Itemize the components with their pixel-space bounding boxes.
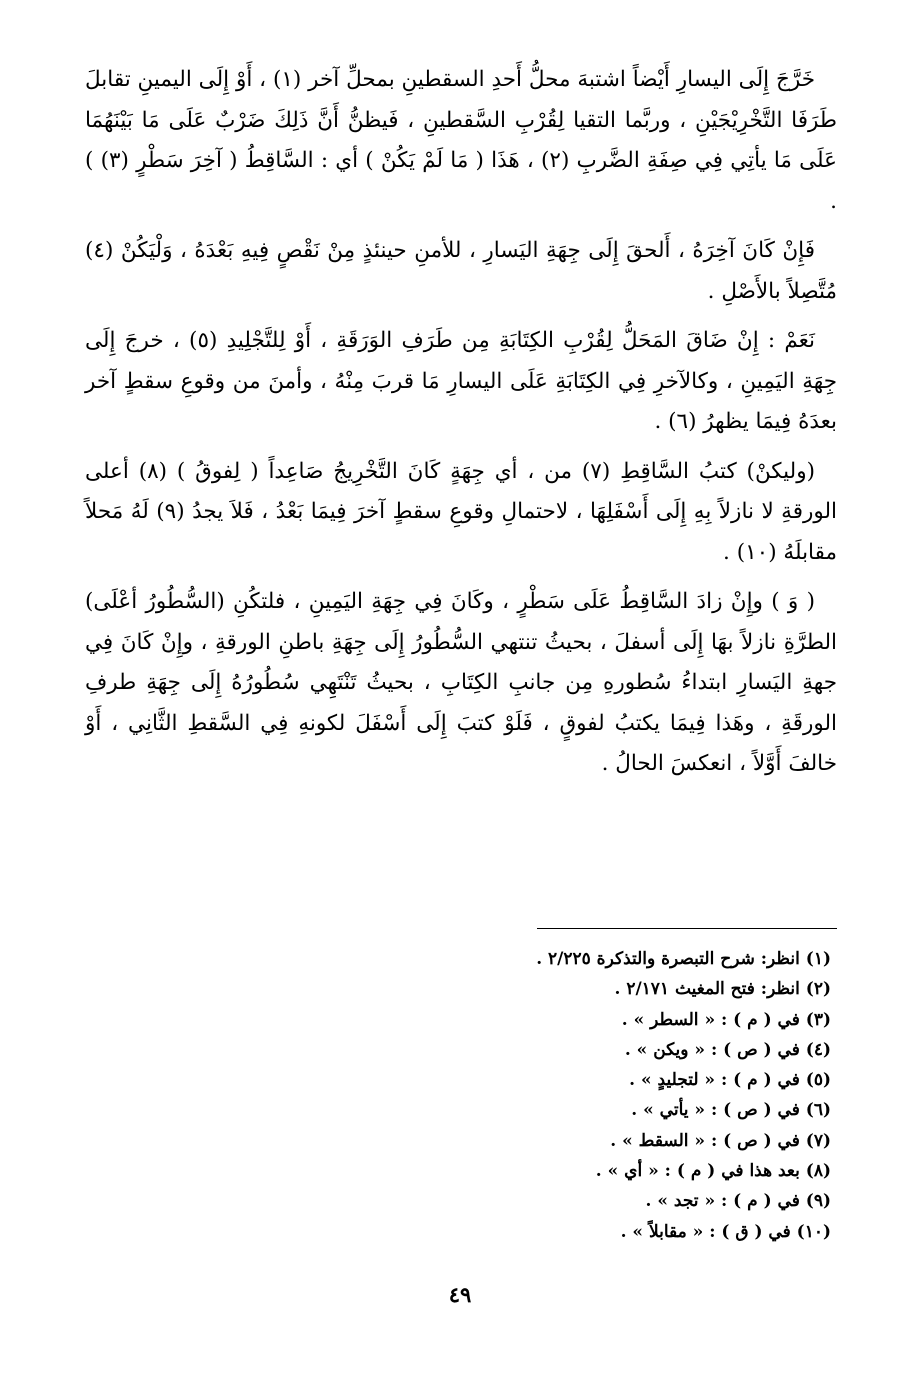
- footnote-text: في ( ص ) : « ويكن » .: [624, 1039, 800, 1060]
- footnote-text: انظر: شرح التبصرة والتذكرة ٢/٢٢٥ .: [536, 949, 800, 969]
- footnote-item: [85, 1217, 837, 1247]
- paragraph: (وليكنْ) كتبُ السَّاقِطِ (٧) من ، أي جِهَةٍ كَانَ التَّخْرِيجُ صَاعِداً ( لِفوقُ ) (٨) أعلى الورقةِ لا نازلاً بِهِ إِلَى أَسْفَلِهَا ، لاحتمالِ وقوعِ سقطٍ آخرَ فِيمَا بَعْدُ ، فَلاَ يجدُ (٩) لَهُ مَحلاً مقابلَهُ (١٠) .: [85, 458, 837, 565]
- footnote-number: (٥): [805, 1070, 831, 1091]
- paragraph: ( وَ ) وإِنْ زادَ السَّاقِطُ عَلَى سَطْرٍ ، وكَانَ فِي جِهَةِ اليَمِينِ ، فلتكُنِ (السُّطُورُ أعْلَى) الطرَّةِ نازلاً بهَا إِلَى أسفلَ ، بحيثُ تنتهي السُّطُورُ إِلَى جِهَةِ باطنِ الورقةِ ، وإِنْ كَانَ فِي جهةِ اليَسارِ ابتداءُ سُطورهِ مِن جانبِ الكِتَابِ ، بحيثُ تَنْتَهِي سُطُورُهُ إِلَى جِهَةِ طرفِ الورقَةِ ، وهَذا فِيمَا يكتبُ لفوقٍ ، فَلَوْ كتبَ إِلَى أَسْفَلَ لكونهِ فِي السَّقطِ الثَّانِي ، أَوْ خالفَ أَوَّلاً ، انعكسَ الحالُ .: [85, 589, 837, 776]
- footnote-item: [85, 944, 837, 974]
- footnotes: [85, 944, 837, 1247]
- paragraph: نَعَمْ : إِنْ ضَاقَ المَحَلُّ لِقُرْبِ الكِتَابَةِ مِن طَرَفِ الوَرَقَةِ ، أَوْ لِلتَّجْلِيدِ (٥) ، خرجَ إِلَى جِهَةِ اليَمِينِ ، وكالآخرِ فِي الكِتَابَةِ عَلَى اليسارِ مَا قربَ مِنْهُ ، وأمنَ من وقوعِ سقطٍ آخر بعدَهُ فِيمَا يظهرُ (٦) .: [85, 328, 837, 434]
- footnote-item: [85, 1005, 837, 1035]
- footnote-number: (١): [805, 949, 831, 969]
- footnote-item: [85, 1156, 837, 1186]
- footnote-number: (٢): [805, 979, 831, 1000]
- page-number: ٤٩: [448, 1282, 472, 1307]
- footnote-number: (٣): [805, 1009, 831, 1030]
- paragraph: فَإِنْ كَانَ آخِرَهُ ، أَلحقَ إِلَى جِهَةِ اليَسارِ ، للأمنِ حينئذٍ مِنْ نَقْصٍ فِيهِ بَعْدَهُ ، وَلْيَكُنْ (٤) مُتَّصِلاً بالأَصْلِ .: [85, 238, 837, 304]
- footnote-number: (٤): [805, 1039, 831, 1060]
- footnote-item: [85, 1095, 837, 1125]
- footnote-item: [85, 974, 837, 1004]
- footnote-separator: [537, 928, 837, 929]
- footnote-number: (٩): [805, 1191, 831, 1212]
- paragraph: خَرَّجَ إِلَى اليسارِ أَيْضاً اشتبهَ محلُّ أَحدِ السقطينِ بمحلِّ آخر (١) ، أَوْ إِلَى اليمينِ تقابلَ طَرَفَا التَّخْرِيْجَيْنِ ، وربَّما التقيا لِقُرْبِ السَّقطينِ ، فَيظنُّ أَنَّ ذَلِكَ ضَرْبٌ عَلَى مَا بَيْنَهُمَا عَلَى مَا يأتِي فِي صِفَةِ الضَّربِ (٢) ، هَذَا ( مَا لَمْ يَكُنْ ) أي : السَّاقِطُ ( آخِرَ سَطْرٍ (٣) ) .: [85, 67, 837, 214]
- footnote-number: (٨): [805, 1161, 831, 1182]
- footnote-text: في ( م ) : « السطر » .: [621, 1009, 800, 1030]
- footnote-number: (٧): [805, 1130, 831, 1151]
- footnote-text: في ( ص ) : « يأتي » .: [631, 1100, 800, 1121]
- footnote-text: في ( م ) : « لتجليدٍ » .: [629, 1070, 800, 1091]
- footnote-text: انظر: فتح المغيث ٢/١٧١ .: [614, 979, 800, 1000]
- footnote-text: في ( ص ) : « السقط » .: [610, 1130, 800, 1151]
- footnote-text: بعد هذا في ( م ) : « أي » .: [595, 1161, 800, 1182]
- footnote-number: (١٠): [796, 1221, 831, 1242]
- main-text: [85, 60, 837, 794]
- footnote-item: [85, 1035, 837, 1065]
- footnote-number: (٦): [805, 1100, 831, 1121]
- footnote-text: في ( م ) : « تجد » .: [645, 1191, 800, 1212]
- footnote-text: في ( ق ) : « مقابلاً » .: [620, 1221, 791, 1242]
- footnote-item: [85, 1065, 837, 1095]
- footnote-item: [85, 1186, 837, 1216]
- footnote-item: [85, 1126, 837, 1156]
